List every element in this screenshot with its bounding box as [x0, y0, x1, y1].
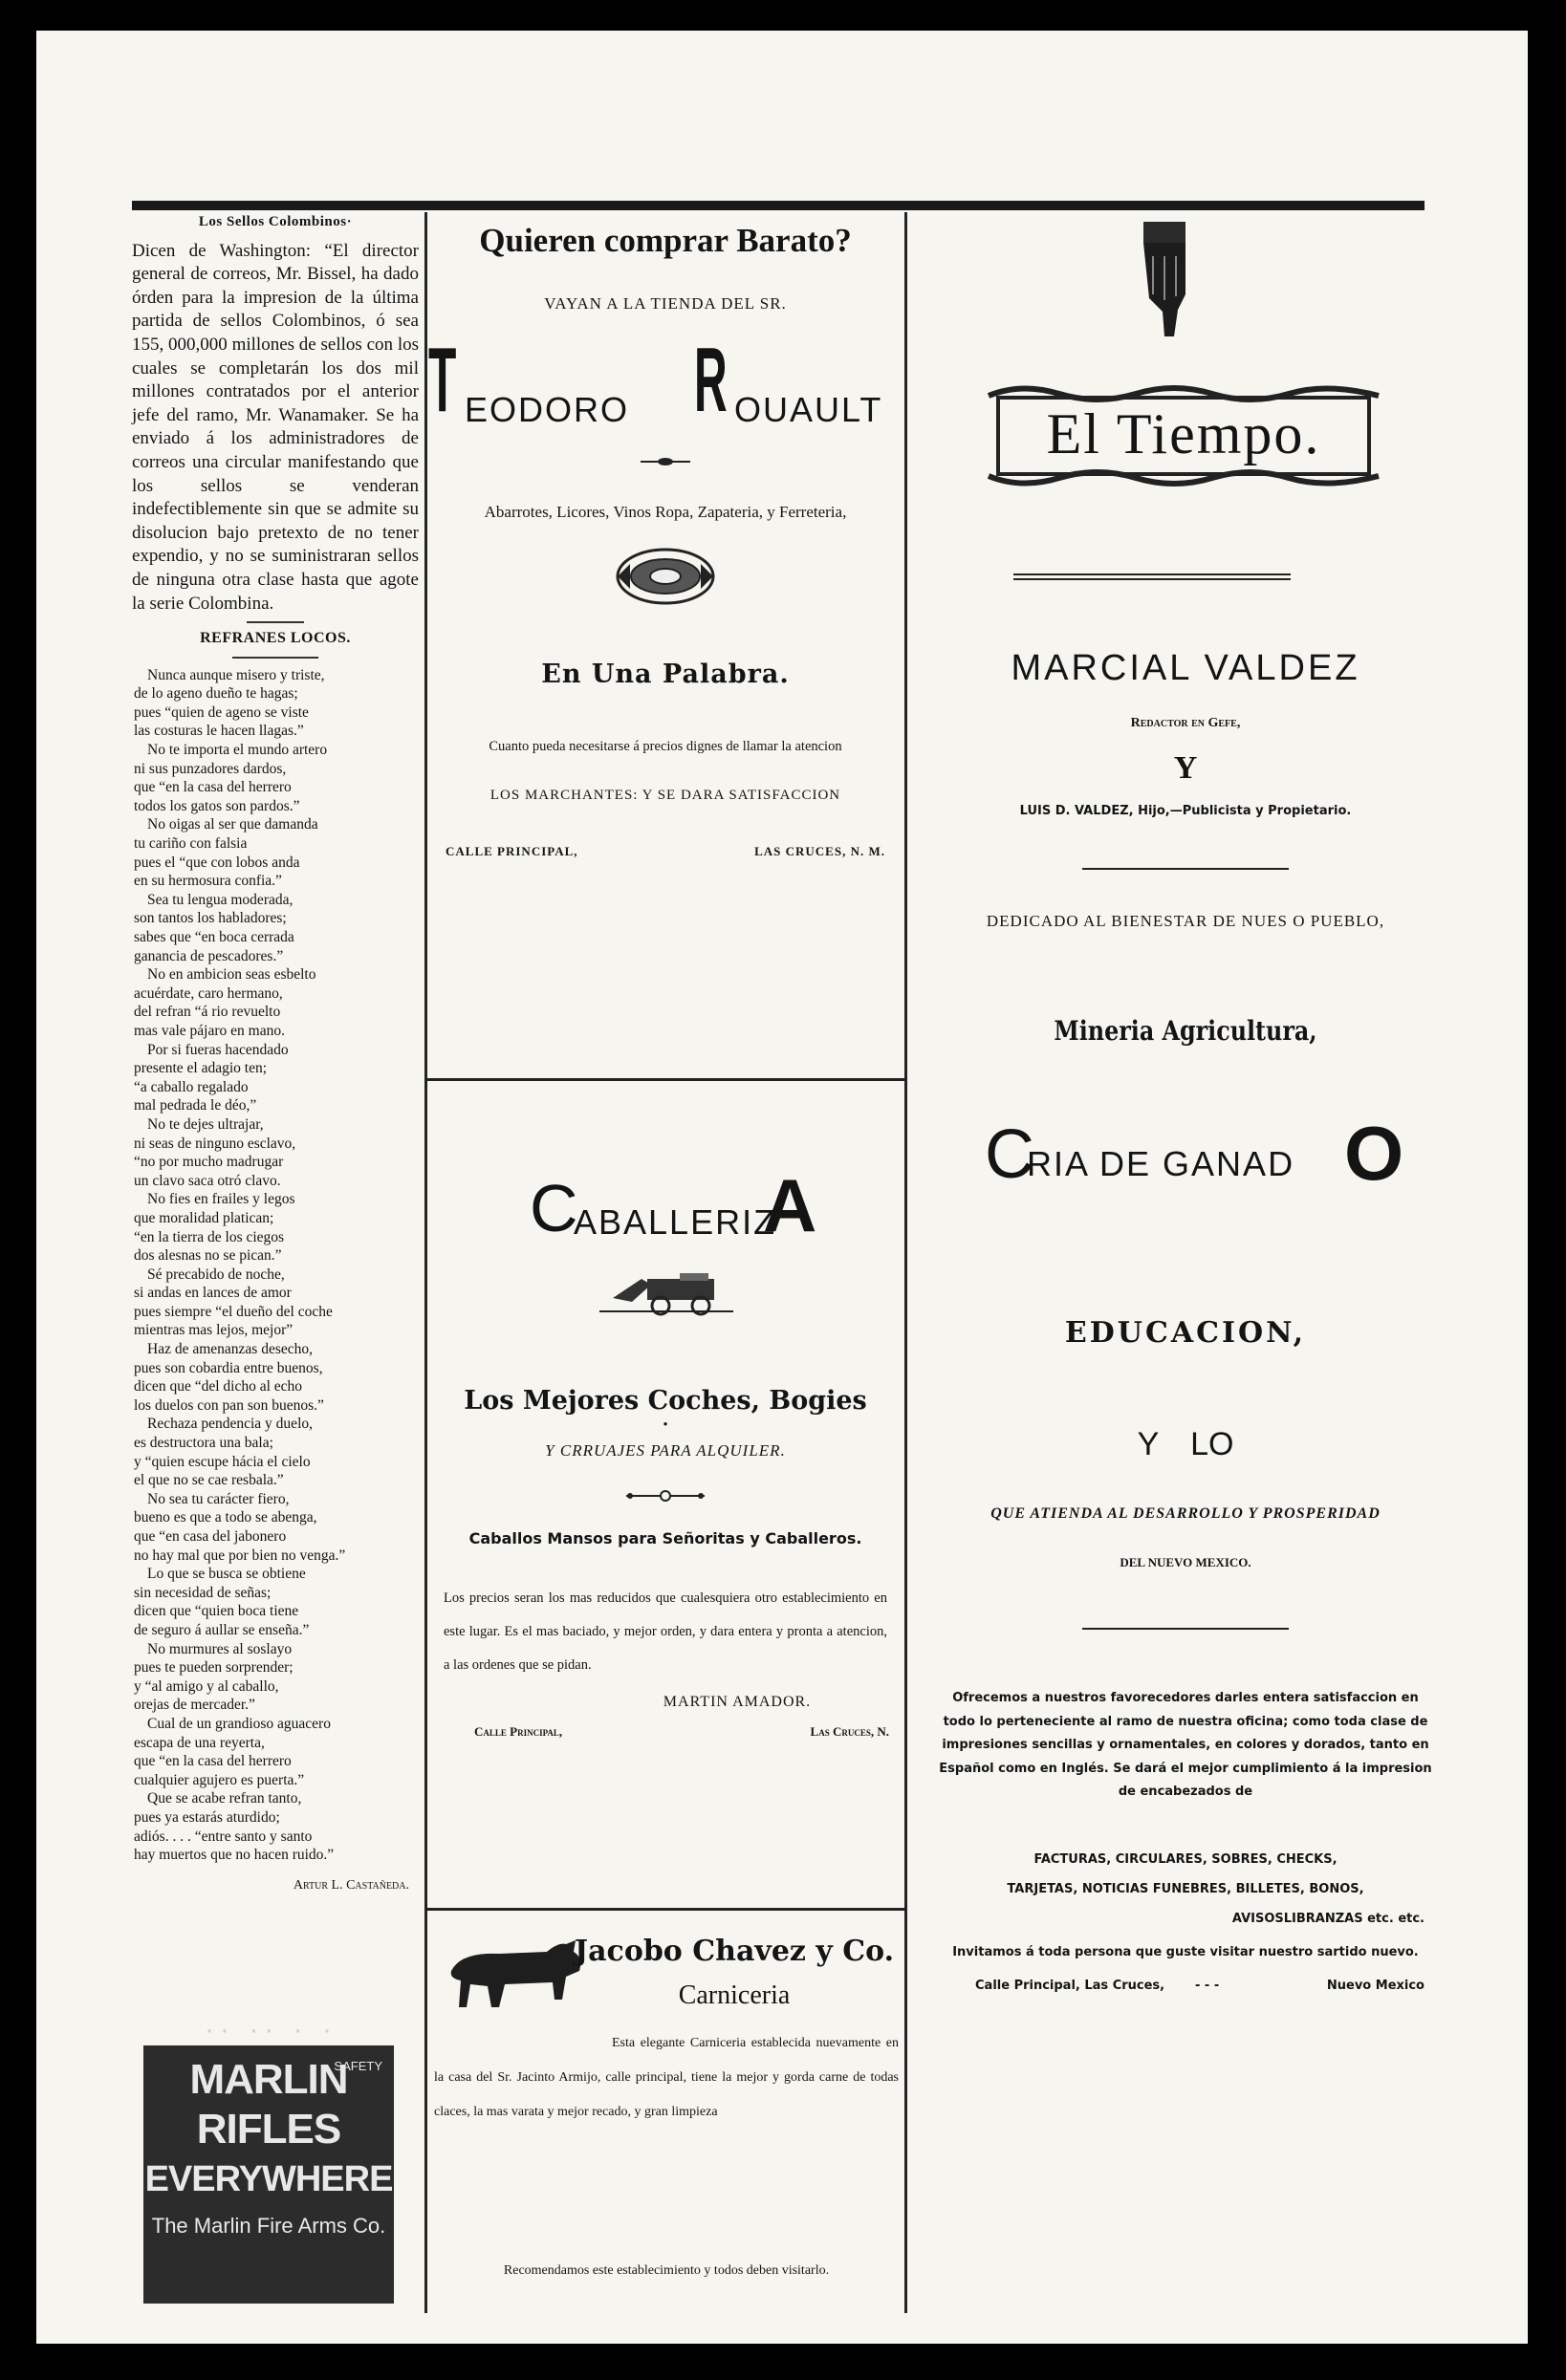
poem-line: presente el adagio ten; [134, 1060, 268, 1077]
small-dash-ornament [637, 455, 694, 468]
poem-line: un clavo saca otró clavo. [134, 1172, 281, 1189]
caballeriza-line1: Los Mejores Coches, Bogies [464, 1386, 867, 1416]
poem-line: y “quien escupe hácia el cielo [134, 1453, 311, 1470]
poem-line: pues son cobardia entre buenos, [134, 1359, 323, 1376]
safety-word: SAFETY [334, 2059, 382, 2073]
poem-line: Que se acabe refran tanto, [147, 1790, 302, 1807]
top-rule [132, 201, 1425, 210]
caballeriza-address [428, 1724, 903, 1747]
chavez-footer: Recomendamos este establecimiento y todos deben visitarlo. [503, 2263, 830, 2278]
poem-author: Artur L. Castañeda. [293, 1877, 409, 1893]
pointing-hand-icon [1136, 218, 1193, 342]
poem-line: que “en casa del jabonero [134, 1528, 287, 1545]
rifles-word: RIFLES [196, 2106, 341, 2153]
chavez-body: Esta elegante Carniceria establecida nuevamente en la casa del Sr. Jacinto Armijo, calle principal, tiene la mejor y gorda carne de todas claces, la mas varata y mejor recado, y gran limpieza [434, 2036, 899, 2119]
tarjetas-line: TARJETAS, NOTICIAS FUNEBRES, BILLETES, BONOS, [1007, 1881, 1364, 1896]
section-rule-2 [1082, 1628, 1289, 1630]
column-divider-right [904, 212, 907, 2313]
y-lo: Y LO [1137, 1426, 1234, 1462]
carriage-icon [594, 1262, 737, 1319]
poem-line: de lo ageno dueño te hagas; [134, 685, 298, 703]
poem-line: ni seas de ninguno esclavo, [134, 1135, 296, 1152]
poem-line: pues siempre “el dueño del coche [134, 1303, 333, 1320]
caballeriza-title [428, 1157, 903, 1262]
poem-line: si andas en lances de amor [134, 1285, 292, 1302]
poem-line: Rechaza pendencia y duelo, [147, 1416, 313, 1433]
rouault-address-right: LAS CRUCES, N. M. [754, 844, 885, 858]
poem-line: Sé precabido de noche, [147, 1266, 285, 1283]
cria-text: RIA DE GANAD [1027, 1144, 1295, 1183]
poem-line: “en la tierra de los ciegos [134, 1228, 285, 1245]
invitation-line: Invitamos á toda persona que guste visitar nuestro sartido nuevo. [952, 1944, 1419, 1959]
sellos-heading: Los Sellos Colombinos· [198, 214, 353, 229]
caballeriza-ad [428, 1082, 903, 1747]
initial-c: C [530, 1171, 578, 1245]
masthead-title: El Tiempo. [1046, 402, 1321, 465]
poem-line: no hay mal que por bien no venga.” [134, 1547, 346, 1564]
poem-line: los duelos con pan son buenos.” [134, 1396, 324, 1414]
dot-ring-ornament [622, 1489, 708, 1503]
heading-underline [232, 657, 318, 659]
poem-line: que “en la casa del herrero [134, 779, 292, 796]
section-rule [1082, 868, 1289, 870]
poem-line: todos los gatos son pardos.” [134, 797, 300, 814]
bullet-dot: ● [663, 1419, 668, 1428]
marlin-company: The Marlin Fire Arms Co. [151, 2214, 386, 2238]
chavez-subtitle: Carniceria [678, 1980, 791, 2010]
refranes-heading: REFRANES LOCOS. [200, 630, 351, 647]
initial-a: A [763, 1163, 817, 1247]
poem-line: mas vale pájaro en mano. [134, 1022, 285, 1039]
floral-ornament-icon [613, 543, 718, 610]
everywhere-word: EVERYWHERE [144, 2159, 393, 2199]
rouault-ad [428, 212, 903, 867]
poem-line: pues ya estarás aturdido; [134, 1808, 280, 1826]
initial-c-cria: C [985, 1116, 1034, 1193]
poem-line: dos alesnas no se pican.” [134, 1247, 282, 1265]
ad-divider-1 [426, 1078, 904, 1081]
poem-line: orejas de mercader.” [134, 1697, 255, 1714]
poem-line: escapa de una reyerta, [134, 1734, 265, 1751]
poem-line: “no por mucho madrugar [134, 1154, 284, 1171]
poem-line: el que no se cae resbala.” [134, 1472, 284, 1489]
chavez-title: Jacobo Chavez y Co. [574, 1935, 895, 1968]
col3-address-right: Nuevo Mexico [1326, 1978, 1425, 1993]
rouault-line1: Cuanto pueda necesitarse á precios dignes de llamar la atencion [489, 739, 842, 754]
avisos-line: AVISOSLIBRANZAS etc. etc. [1231, 1911, 1425, 1926]
rouault-headline: Quieren comprar Barato? [479, 222, 852, 259]
poem-line: Cual de un grandioso aguacero [147, 1715, 331, 1732]
bull-icon [442, 1933, 585, 2019]
poem-line: Sea tu lengua moderada, [147, 891, 294, 908]
poem-line: ni sus punzadores dardos, [134, 760, 287, 777]
rouault-address-left: CALLE PRINCIPAL, [446, 844, 578, 858]
refranes-poem [132, 666, 419, 1865]
poem-line: de seguro á aullar se enseña.” [134, 1621, 310, 1638]
poem-line: del refran “á rio revuelto [134, 1004, 281, 1021]
editor-role: Redactor en Gefe, [1130, 716, 1241, 730]
poem-line: Por si fueras hacendado [147, 1041, 289, 1058]
que-atienda: QUE ATIENDA AL DESARROLLO Y PROSPERIDAD [990, 1505, 1381, 1522]
col3-address-dots: - - - [1195, 1978, 1220, 1993]
poem-line: No fies en frailes y legos [147, 1191, 295, 1208]
poem-line: mientras mas lejos, mejor” [134, 1322, 294, 1339]
poem-line: Lo que se busca se obtiene [147, 1566, 306, 1583]
educacion: EDUCACION, [1064, 1316, 1307, 1350]
caballeriza-line2: Y CRRUAJES PARA ALQUILER. [545, 1441, 786, 1460]
poem-line: acuérdate, caro hermano, [134, 984, 283, 1002]
editor-name: MARCIAL VALDEZ [1011, 648, 1360, 688]
col3-address [908, 1979, 1463, 2000]
conjunction-y: Y [1173, 750, 1198, 786]
rouault-line2: LOS MARCHANTES: Y SE DARA SATISFACCION [489, 788, 841, 803]
poem-line: pues el “que con lobos anda [134, 854, 300, 871]
poem-line: y “al amigo y al caballo, [134, 1677, 279, 1695]
caballeriza-owner: MARTIN AMADOR. [663, 1694, 812, 1710]
poem-line: hay muertos que no hacen ruido.” [134, 1847, 335, 1864]
poem-line: dicen que “quien boca tiene [134, 1603, 299, 1620]
facturas-line: FACTURAS, CIRCULARES, SOBRES, CHECKS, [1033, 1851, 1338, 1867]
poem-line: pues “quien de ageno se viste [134, 703, 309, 721]
ad-divider-2 [426, 1908, 904, 1911]
poem-line: bueno es que a todo se abenga, [134, 1509, 317, 1526]
caballeriza-line3: Caballos Mansos para Señoritas y Caballeros. [468, 1529, 862, 1547]
mineria-agricultura: Mineria Agricultura, [1054, 1015, 1317, 1047]
col3-content [908, 604, 1463, 2000]
rouault-name [428, 325, 903, 449]
poem-line: tu cariño con falsia [134, 835, 248, 853]
rouault-slogan: En Una Palabra. [541, 660, 790, 689]
faded-background-text: ·· ·· · · [205, 2014, 337, 2045]
dedication-line: DEDICADO AL BIENESTAR DE NUES O PUEBLO, [986, 912, 1385, 930]
el-tiempo-masthead [983, 377, 1384, 495]
poem-line: ganancia de pescadores.” [134, 947, 284, 964]
initial-t: T [428, 329, 457, 431]
sellos-article: Dicen de Washington: “El director general de correos, Mr. Bissel, ha dado órden para la impresion de la última partida de sellos Colombinos, ó sea 155, 000,000 millones de sellos con los cuales se completarán los dos mil millones contratados por el anterior jefe del ramo, Mr. Wanamaker. Se ha enviado á los administradores de correos una circular manifestando que los sellos se venderan indefectiblemente sin que se admite su disolucion bajo pretexto de no tener expendio, y no se suministraran sellos de ninguna otra clase hasta que agote la serie Colombina. [132, 240, 419, 614]
col3-address-left: Calle Principal, Las Cruces, [975, 1978, 1165, 1993]
poem-line: No sea tu carácter fiero, [147, 1490, 290, 1507]
poem-line: dicen que “del dicho al echo [134, 1378, 303, 1396]
caballeriza-body: Los precios seran los mas reducidos que cualesquiera otro establecimiento en este lugar. Es el mas baciado, y mejor orden, y dara entera y pronta a atencion, a las ordenes que se pidan. [444, 1590, 887, 1673]
poem-line: que moralidad platican; [134, 1209, 274, 1226]
poem-line: cualquier agujero es puerta.” [134, 1771, 305, 1788]
name-ouault: OUAULT [734, 390, 883, 429]
poem-line: adiós. . . . “entre santo y santo [134, 1828, 313, 1845]
poem-line: es destructora una bala; [134, 1435, 273, 1452]
poem-line: No murmures al soslayo [147, 1640, 293, 1657]
poem-line: sin necesidad de señas; [134, 1584, 272, 1601]
rouault-address [428, 844, 903, 867]
poem-line: No te importa el mundo artero [147, 742, 328, 759]
del-nuevo-mexico: DEL NUEVO MEXICO. [1120, 1555, 1251, 1569]
poem-line: No te dejes ultrajar, [147, 1115, 264, 1133]
article-separator [247, 621, 304, 623]
poem-line: pues te pueden sorprender; [134, 1659, 294, 1677]
publisher-line: LUIS D. VALDEZ, Hijo,—Publicista y Propietario. [1019, 804, 1352, 818]
poem-line: que “en la casa del herrero [134, 1753, 292, 1770]
caballeriza-address-right: Las Cruces, N. [810, 1724, 889, 1739]
marlin-word: MARLIN [189, 2056, 348, 2103]
newspaper-page [36, 31, 1528, 2344]
column-left [132, 210, 419, 1897]
poem-line: Nunca aunque misero y triste, [147, 666, 325, 683]
masthead-double-rule [1013, 573, 1291, 580]
poem-line: No oigas al ser que damanda [147, 816, 318, 833]
initial-r: R [694, 329, 728, 431]
poem-line: mal pedrada le déo,” [134, 1097, 257, 1114]
caballeriza-address-left: Calle Principal, [474, 1724, 563, 1739]
poem-line: No en ambicion seas esbelto [147, 966, 316, 984]
poem-line: en su hermosura confia.” [134, 873, 282, 890]
rouault-goods: Abarrotes, Licores, Vinos Ropa, Zapateria, y Ferreteria, [484, 503, 847, 521]
poem-line: sabes que “en boca cerrada [134, 929, 294, 945]
poem-line: Haz de amenanzas desecho, [147, 1341, 313, 1358]
marlin-rifles-ad [143, 2045, 394, 2304]
poem-line: “a caballo regalado [134, 1078, 249, 1095]
printing-offer: Ofrecemos a nuestros favorecedores darles entera satisfaccion en todo lo perteneciente al ramo de nuestra oficina; como toda clase de impresiones sencillas y ornamentales, en colores y dorados, tanto en Español como en Inglés. Se dará el mejor cumplimiento á la impresion de encabezados de [939, 1691, 1432, 1799]
column-divider-left [424, 212, 427, 2313]
poem-line: las costuras le hacen llagas.” [134, 723, 304, 740]
cria-de-ganado [908, 1111, 1463, 1201]
name-eodoro: EODORO [465, 390, 630, 429]
rouault-subheading: VAYAN A LA TIENDA DEL SR. [544, 294, 787, 313]
title-aballer: ABALLERIZ [574, 1202, 777, 1242]
poem-line: son tantos los habladores; [134, 910, 287, 927]
initial-o-ganado: O [1344, 1111, 1404, 1196]
